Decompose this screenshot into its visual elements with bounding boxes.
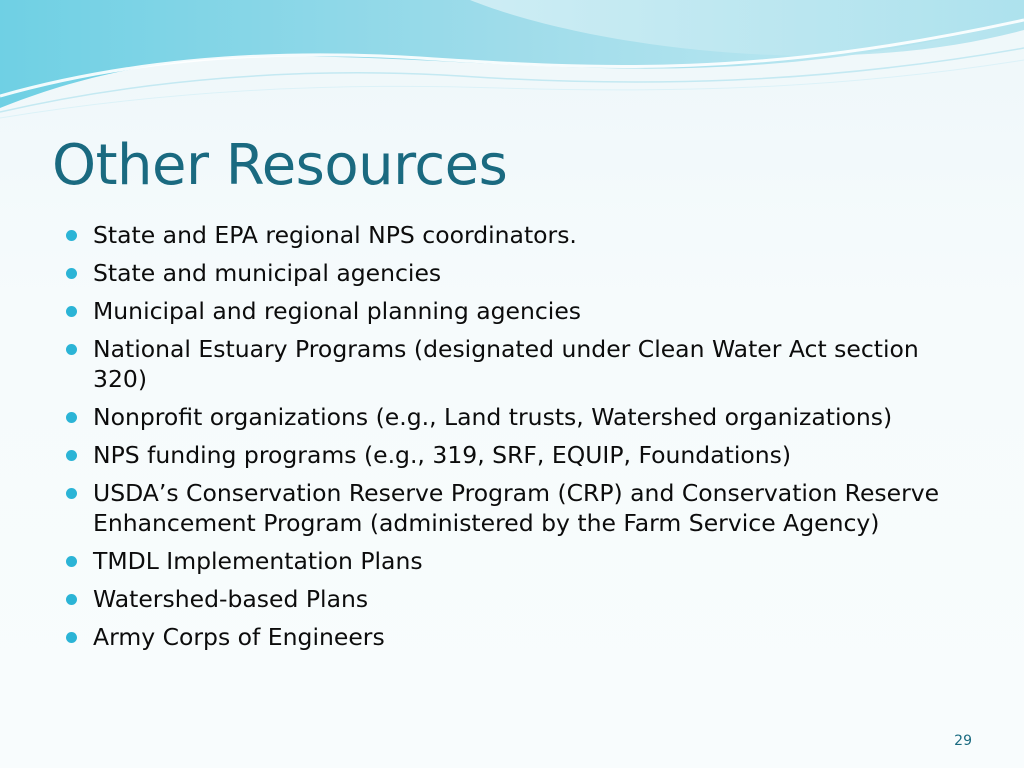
list-item — [66, 546, 966, 576]
bullet-dot-icon — [66, 450, 77, 461]
bullet-dot-icon — [66, 632, 77, 643]
bullet-dot-icon — [66, 594, 77, 605]
decorative-wave-header — [0, 0, 1024, 130]
list-item — [66, 402, 966, 432]
bullet-dot-icon — [66, 230, 77, 241]
list-item-text: NPS funding programs (e.g., 319, SRF, EQUIP, Foundations) — [93, 441, 792, 469]
list-item-text: USDA’s Conservation Reserve Program (CRP) and Conservation Reserve Enhancement Program (administered by the Farm Service Agency) — [93, 479, 940, 537]
list-item-text: TMDL Implementation Plans — [93, 547, 423, 575]
list-item-text: Municipal and regional planning agencies — [93, 297, 582, 325]
list-item — [66, 334, 966, 394]
list-item — [66, 622, 966, 652]
page-number: 29 — [954, 733, 972, 749]
slide-title: Other Resources — [52, 133, 508, 198]
bullet-dot-icon — [66, 344, 77, 355]
list-item — [66, 258, 966, 288]
list-item-text: State and municipal agencies — [93, 259, 442, 287]
bullet-dot-icon — [66, 556, 77, 567]
bullet-dot-icon — [66, 268, 77, 279]
bullet-dot-icon — [66, 412, 77, 423]
list-item-text: Army Corps of Engineers — [93, 623, 385, 651]
bullet-list — [66, 220, 966, 660]
list-item-text: National Estuary Programs (designated under Clean Water Act section 320) — [93, 335, 919, 393]
list-item — [66, 440, 966, 470]
bullet-dot-icon — [66, 306, 77, 317]
list-item — [66, 584, 966, 614]
list-item-text: State and EPA regional NPS coordinators. — [93, 221, 577, 249]
list-item — [66, 478, 966, 538]
list-item-text: Nonprofit organizations (e.g., Land trusts, Watershed organizations) — [93, 403, 893, 431]
list-item-text: Watershed-based Plans — [93, 585, 369, 613]
list-item — [66, 220, 966, 250]
bullet-dot-icon — [66, 488, 77, 499]
list-item — [66, 296, 966, 326]
